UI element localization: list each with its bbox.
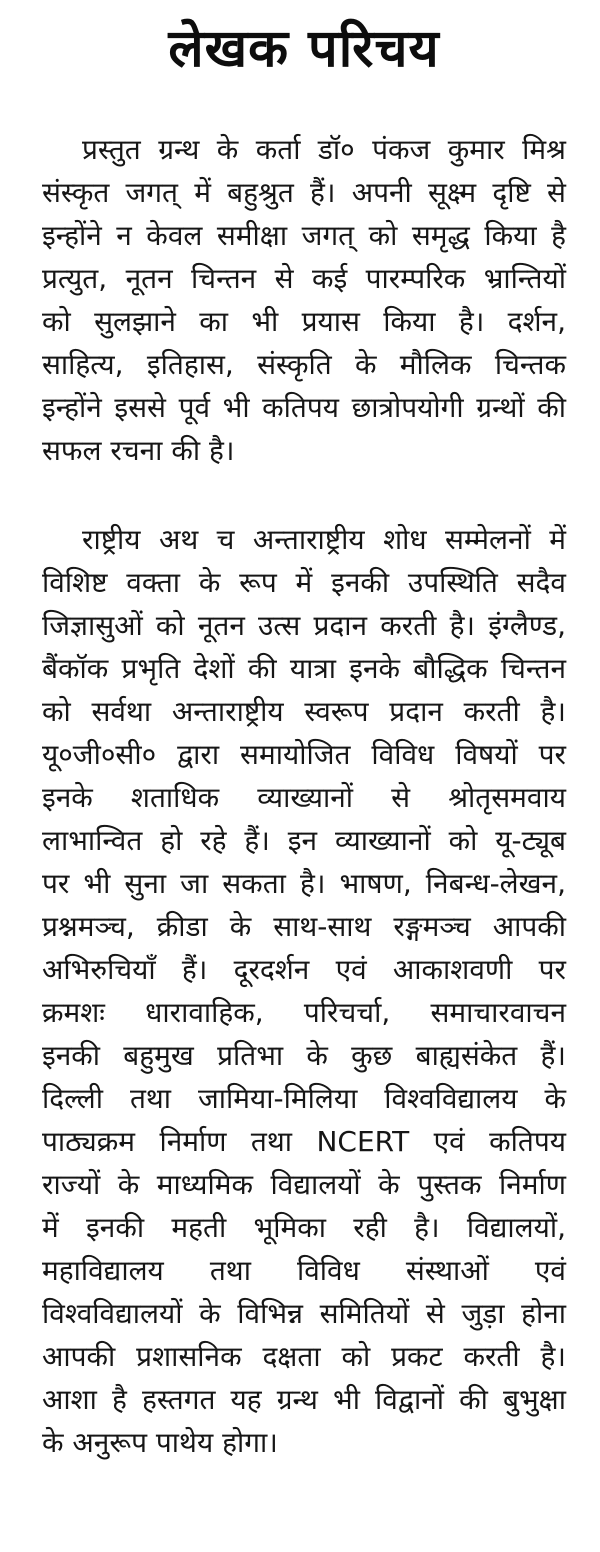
text-line: जिज्ञासुओं को नूतन उत्स प्रदान करती है। इंग्लैण्ड, xyxy=(42,609,566,643)
text-line: को सर्वथा अन्ताराष्ट्रीय स्वरूप प्रदान करती है। xyxy=(42,695,566,729)
text-line: इनके शताधिक व्याख्यानों से श्रोतृसमवाय xyxy=(42,781,566,815)
paragraph xyxy=(42,128,566,472)
text-line: में इनकी महती भूमिका रही है। विद्यालयों, xyxy=(42,1211,566,1245)
text-line: पर भी सुना जा सकता है। भाषण, निबन्ध-लेखन, xyxy=(42,867,566,901)
text-line: यू०जी०सी० द्वारा समायोजित विविध विषयों पर xyxy=(42,738,566,772)
text-line: पाठ्यक्रम निर्माण तथा NCERT एवं कतिपय xyxy=(42,1125,566,1159)
text-line: को सुलझाने का भी प्रयास किया है। दर्शन, xyxy=(42,305,566,339)
text-line: संस्कृत जगत् में बहुश्रुत हैं। अपनी सूक्ष्म दृष्टि से xyxy=(42,176,566,210)
text-line: राष्ट्रीय अथ च अन्ताराष्ट्रीय शोध सम्मेलनों में xyxy=(82,523,566,557)
text-line: प्रत्युत, नूतन चिन्तन से कई पारम्परिक भ्रान्तियों xyxy=(42,262,566,296)
text-line: आपकी प्रशासनिक दक्षता को प्रकट करती है। xyxy=(42,1340,566,1374)
text-line: दिल्ली तथा जामिया-मिलिया विश्वविद्यालय के xyxy=(42,1082,566,1116)
text-line: इन्होंने न केवल समीक्षा जगत् को समृद्ध किया है xyxy=(42,219,566,253)
text-line: विशिष्ट वक्ता के रूप में इनकी उपस्थिति सदैव xyxy=(42,566,566,600)
text-line: बैंकॉक प्रभृति देशों की यात्रा इनके बौद्धिक चिन्तन xyxy=(42,652,566,686)
text-line: इन्होंने इससे पूर्व भी कतिपय छात्रोपयोगी ग्रन्थों की xyxy=(42,391,566,425)
text-line: आशा है हस्तगत यह ग्रन्थ भी विद्वानों की बुभुक्षा xyxy=(42,1383,566,1417)
text-line: महाविद्यालय तथा विविध संस्थाओं एवं xyxy=(42,1254,566,1288)
text-line: इनकी बहुमुख प्रतिभा के कुछ बाह्यसंकेत हैं। xyxy=(42,1039,566,1073)
text-line: अभिरुचियाँ हैं। दूरदर्शन एवं आकाशवणी पर xyxy=(42,953,566,987)
text-line: विश्वविद्यालयों के विभिन्न समितियों से जुड़ा होना xyxy=(42,1297,566,1331)
text-line: प्रस्तुत ग्रन्थ के कर्ता डॉ० पंकज कुमार मिश्र xyxy=(82,133,566,167)
body-text xyxy=(42,128,566,1464)
text-line: के अनुरूप पाथेय होगा। xyxy=(42,1426,278,1460)
paragraph xyxy=(42,518,566,1464)
text-line: सफल रचना की है। xyxy=(42,434,235,468)
text-line: साहित्य, इतिहास, संस्कृति के मौलिक चिन्तक xyxy=(42,348,566,382)
text-line: प्रश्नमञ्च, क्रीडा के साथ-साथ रङ्गमञ्च आपकी xyxy=(42,910,566,944)
text-line: लाभान्वित हो रहे हैं। इन व्याख्यानों को यू-ट्यूब xyxy=(42,824,566,858)
text-line: राज्यों के माध्यमिक विद्यालयों के पुस्तक निर्माण xyxy=(42,1168,566,1202)
text-line: क्रमशः धारावाहिक, परिचर्चा, समाचारवाचन xyxy=(42,996,566,1030)
page-title: लेखक परिचय xyxy=(168,19,440,79)
